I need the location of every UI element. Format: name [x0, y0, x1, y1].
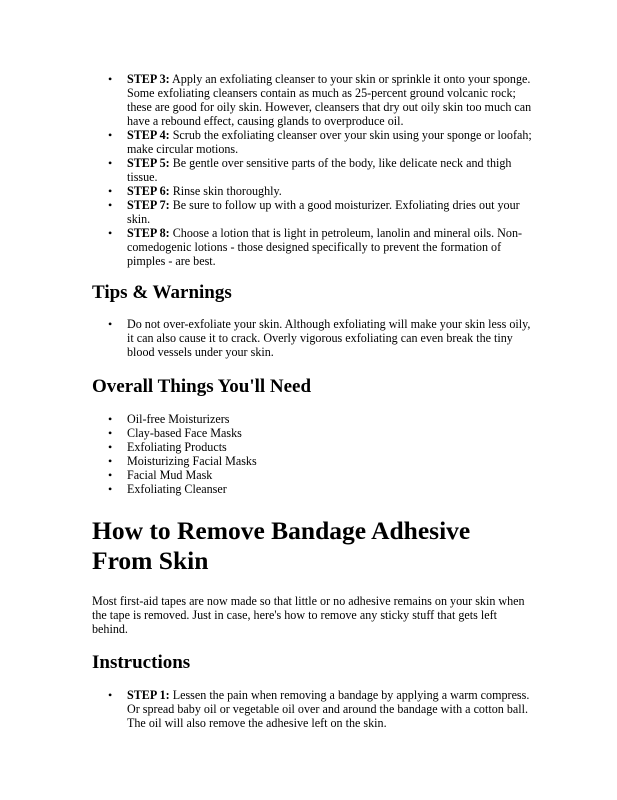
tips-heading: Tips & Warnings	[92, 282, 232, 303]
step-label: STEP 5:	[127, 156, 170, 170]
step-label: STEP 8:	[127, 226, 170, 240]
list-item: • Facial Mud Mask	[92, 468, 532, 482]
steps-list	[92, 72, 532, 268]
list-item: • Moisturizing Facial Masks	[92, 454, 532, 468]
step-text: Be gentle over sensitive parts of the body, like delicate neck and thigh tissue.	[127, 156, 512, 184]
step-text: Choose a lotion that is light in petroleum, lanolin and mineral oils. Non-comedogenic lotions - those designed specifically to prevent the formation of pimples - are best.	[127, 226, 523, 268]
tips-list	[92, 317, 532, 359]
list-item: • Clay-based Face Masks	[92, 426, 532, 440]
instructions-list	[92, 688, 532, 730]
instructions-heading: Instructions	[92, 652, 191, 673]
list-item: • Oil-free Moisturizers	[92, 412, 532, 426]
step-label: STEP 1:	[127, 688, 170, 702]
list-item: • Exfoliating Cleanser	[92, 482, 532, 496]
list-item: • Exfoliating Products	[92, 440, 532, 454]
step-text: Lessen the pain when removing a bandage by applying a warm compress. Or spread baby oil or vegetable oil over and around the bandage with a cotton ball. The oil will also remove the adhesive left on the skin.	[127, 688, 530, 730]
things-needed-heading: Overall Things You'll Need	[92, 376, 312, 397]
list-item: • Do not over-exfoliate your skin. Although exfoliating will make your skin less oily, it can also cause it to crack. Overly vigorous exfoliating can even break the tiny blood vessels under your skin.	[92, 317, 532, 359]
list-item	[92, 156, 532, 184]
step-label: STEP 3:	[127, 72, 170, 86]
step-text: Be sure to follow up with a good moisturizer. Exfoliating dries out your skin.	[127, 198, 520, 226]
step-label: STEP 6:	[127, 184, 170, 198]
step-text: Apply an exfoliating cleanser to your skin or sprinkle it onto your sponge. Some exfoliating cleansers contain as much as 25-percent ground volcanic rock; these are good for oily skin. However, cleansers that dry out oily skin too much can have a rebound effect, causing glands to overproduce oil.	[127, 72, 532, 128]
article-intro: Most first-aid tapes are now made so that little or no adhesive remains on your skin when the tape is removed. Just in case, here's how to remove any sticky stuff that gets left behind.	[92, 594, 525, 636]
article-title: How to Remove Bandage Adhesive From Skin	[92, 516, 471, 575]
list-item	[92, 688, 532, 730]
list-item	[92, 198, 532, 226]
document-page	[92, 72, 532, 730]
list-item	[92, 72, 532, 128]
step-text: Rinse skin thoroughly.	[169, 184, 282, 198]
step-label: STEP 4:	[127, 128, 170, 142]
list-item	[92, 128, 532, 156]
step-label: STEP 7:	[127, 198, 170, 212]
list-item	[92, 226, 532, 268]
list-item	[92, 184, 532, 198]
things-needed-list	[92, 412, 532, 496]
step-text: Scrub the exfoliating cleanser over your skin using your sponge or loofah; make circular motions.	[127, 128, 532, 156]
